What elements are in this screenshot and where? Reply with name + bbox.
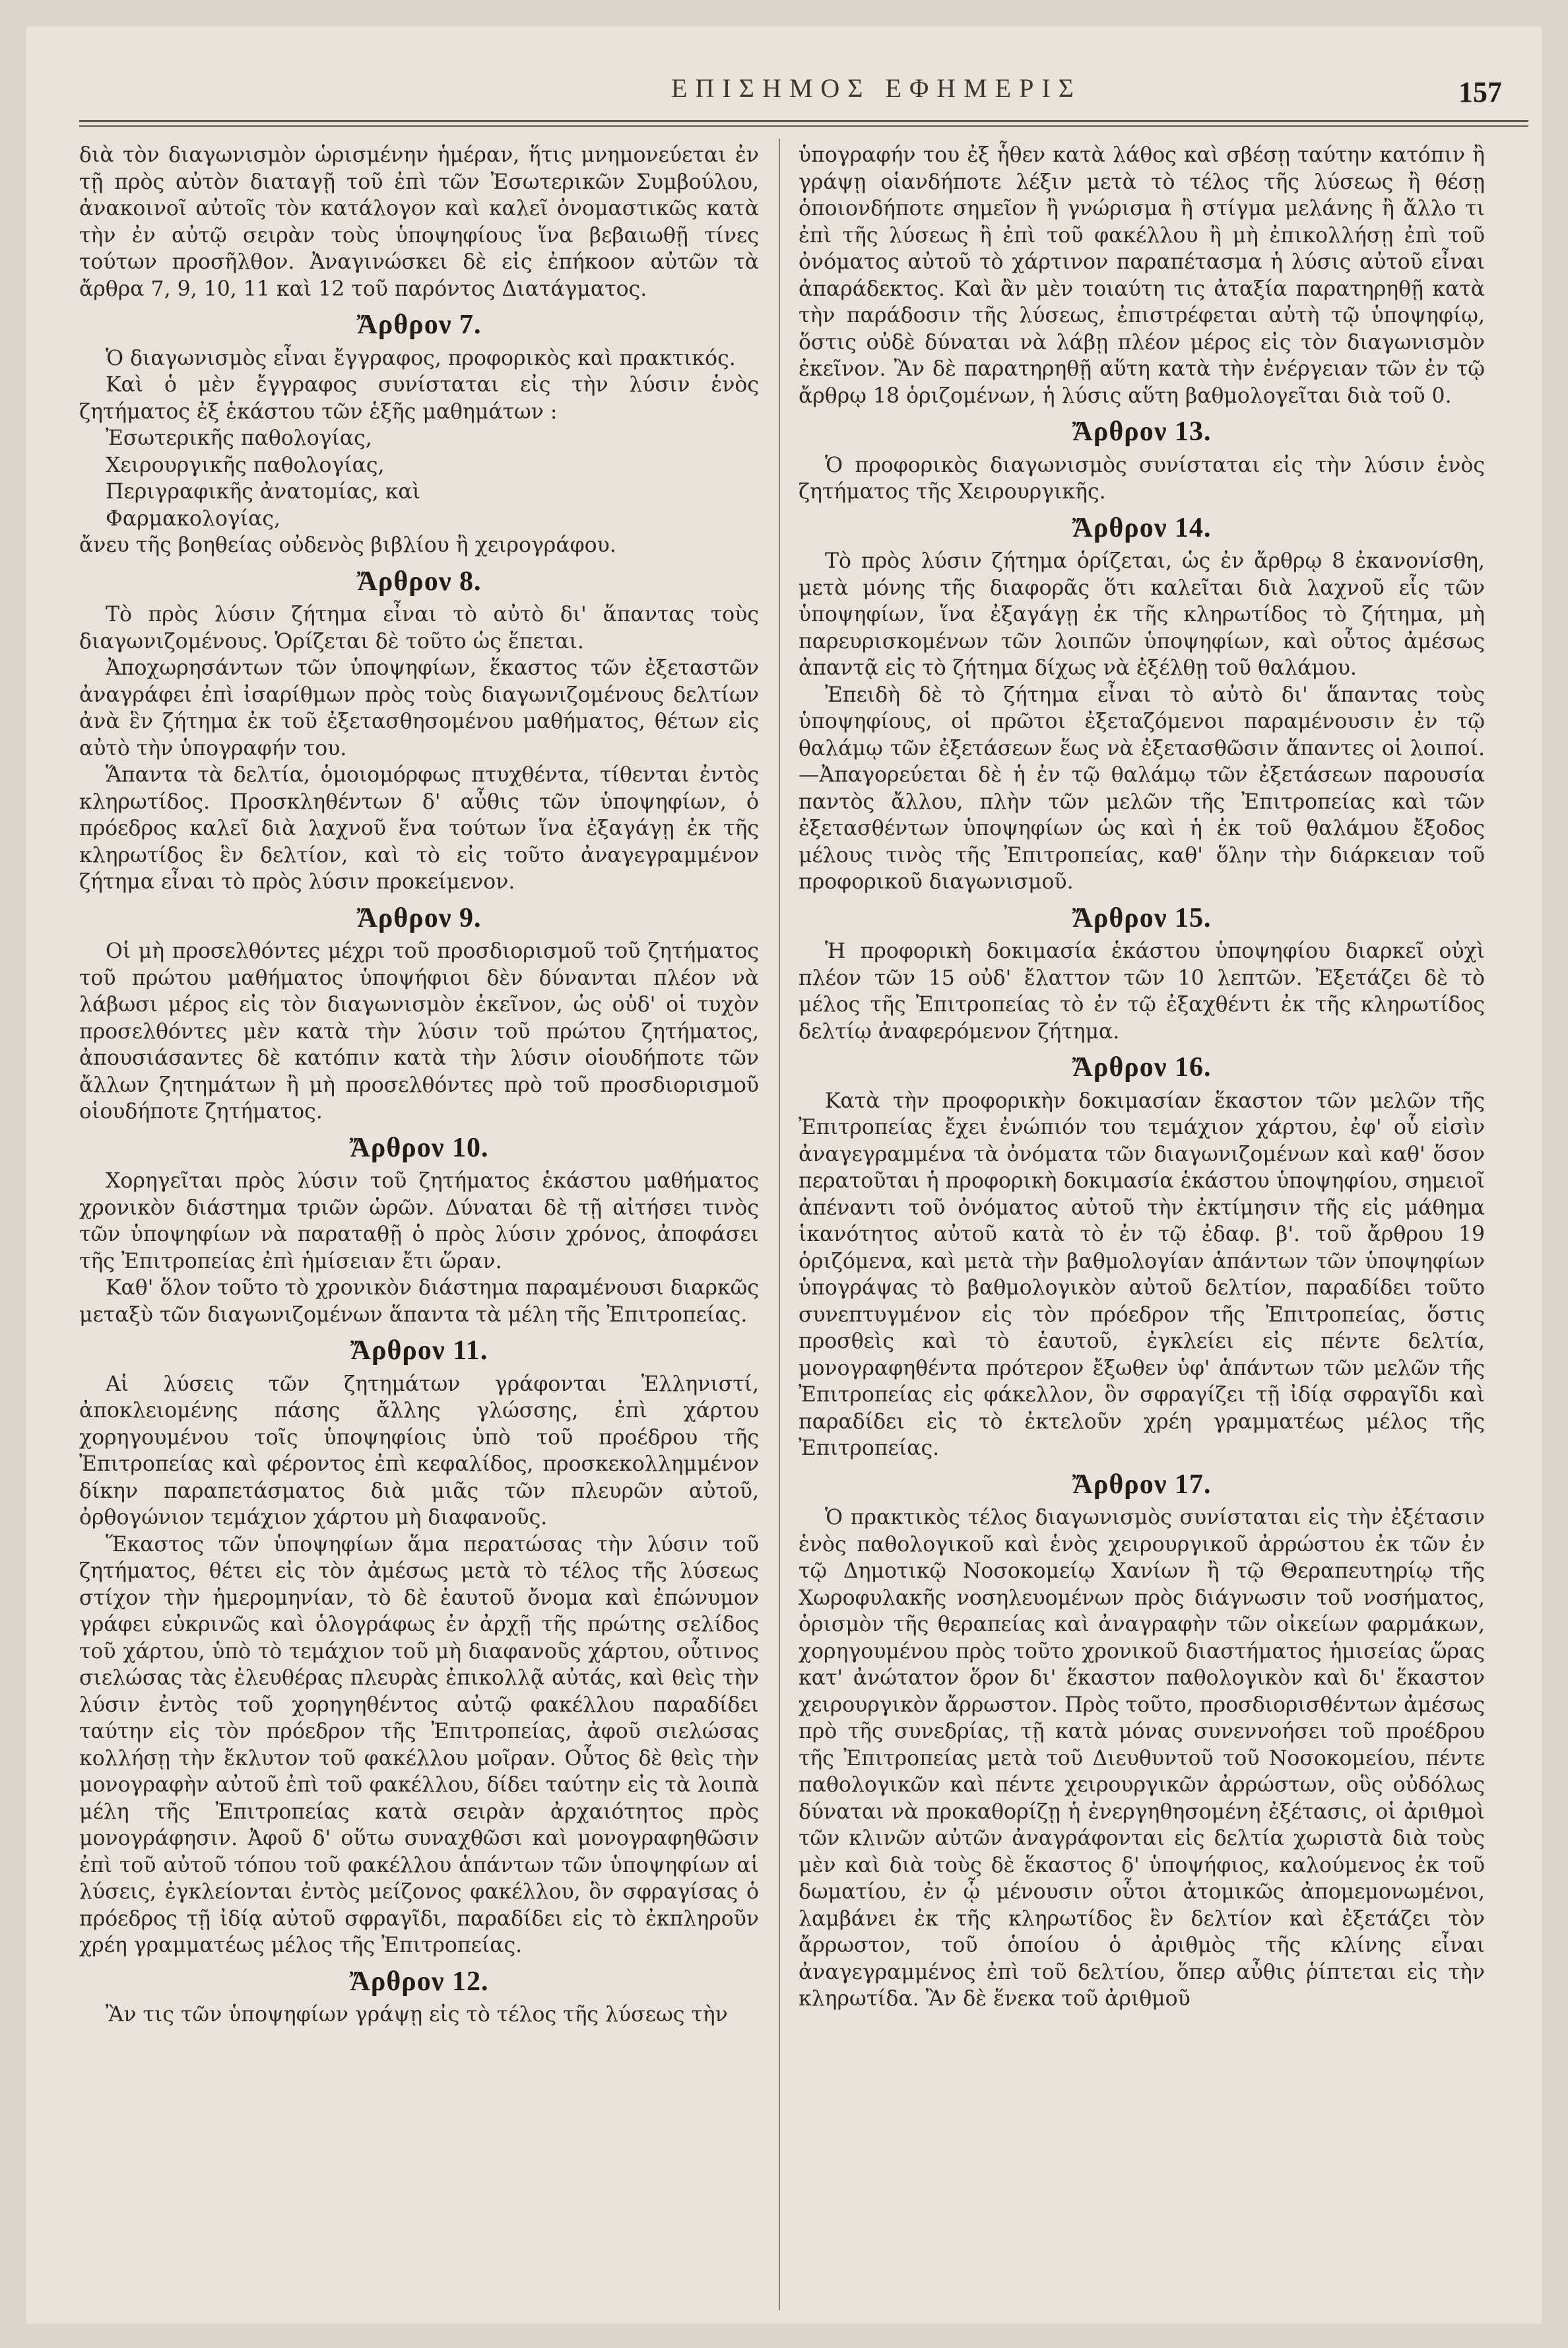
page-header xyxy=(79,73,1522,119)
paragraph: Ἡ προφορικὴ δοκιμασία ἑκάστου ὑποψηφίου διαρκεῖ οὐχὶ πλέον τῶν 15 οὐδ' ἔλαττον τῶν 10 λεπτῶν. Ἐξετάζει δὲ τὸ μέλος τῆς Ἐπιτροπείας τὸ ἐν τῷ ἐξαχθέντι ἐκ τῆς κληρωτίδος δελτίῳ ἀναφερόμενον ζήτημα. xyxy=(799,939,1485,1044)
paragraph: Αἱ λύσεις τῶν ζητημάτων γράφονται Ἑλληνιστί, ἀποκλειομένης πάσης ἄλλης γλώσσης, ἐπὶ χάρτου χορηγουμένου τοῖς ὑποψηφίοις ὑπὸ τοῦ προέδρου τῆς Ἐπιτροπείας καὶ φέροντος ἐπὶ κεφαλίδος, προσκεκολλημμένον δίκην παραπετάσματος διὰ μιᾶς τῶν πλευρῶν αὐτοῦ, ὀρθογώνιον τεμάχιον χάρτου μὴ διαφανοῦς. xyxy=(79,1372,759,1529)
paragraph: Καὶ ὁ μὲν ἔγγραφος συνίσταται εἰς τὴν λύσιν ἑνὸς ζητήματος ἐξ ἑκάστου τῶν ἑξῆς μαθημάτων : xyxy=(79,373,759,424)
article-15-heading: Ἄρθρον 15. xyxy=(1072,902,1212,933)
paragraph: ὑπογραφήν του ἐξ ἧθεν κατὰ λάθος καὶ σβέσῃ ταύτην κατόπιν ἢ γράψῃ οἱανδήποτε λέξιν μετὰ τὸ τέλος τῆς λύσεως ἢ θέσῃ ὁποιονδήποτε σημεῖον ἢ γνώρισμα ἢ στίγμα μελάνης ἢ ἄλλο τι ἐπὶ τῆς λύσεως ἢ ἐπὶ τοῦ φακέλλου ἢ μὴ ἐπικολλήσῃ ἐπὶ τοῦ ὀνόματος αὐτοῦ τὸ χάρτινον παραπέτασμα ἡ λύσις αὐτοῦ εἶναι ἀπαράδεκτος. Καὶ ἂν μὲν τοιαύτη τις ἀταξία παρατηρηθῇ κατὰ τὴν παράδοσιν τῆς λύσεως, ἐπιστρέφεται αὐτὴ τῷ ὑποψηφίῳ, ὅστις οὐδὲ δύναται νὰ λάβῃ πλέον μέρος εἰς τὸν διαγωνισμὸν ἐκεῖνον. Ἂν δὲ παρατηρηθῇ αὕτη κατὰ τὴν ἐνέργειαν τῶν ἐν τῷ ἄρθρῳ 18 ὁριζομένων, ἡ λύσις αὕτη βαθμολογεῖται διὰ τοῦ 0. xyxy=(799,143,1485,408)
article-16-heading: Ἄρθρον 16. xyxy=(1072,1052,1212,1083)
subject-item: Ἐσωτερικῆς παθολογίας, xyxy=(106,426,372,450)
article-9-heading: Ἄρθρον 9. xyxy=(356,902,482,933)
article-8-heading: Ἄρθρον 8. xyxy=(356,566,482,597)
paragraph: Χορηγεῖται πρὸς λύσιν τοῦ ζητήματος ἑκάστου μαθήματος χρονικὸν διάστημα τριῶν ὡρῶν. Δύναται δὲ τῇ αἰτήσει τινὸς τῶν ὑποψηφίων νὰ παραταθῇ ὁ πρὸς λύσιν χρόνος, ἀποφάσει τῆς Ἐπιτροπείας ἐπὶ ἡμίσειαν ἔτι ὥραν. xyxy=(79,1169,759,1273)
paragraph: διὰ τὸν διαγωνισμὸν ὡρισμένην ἡμέραν, ἥτις μνημονεύεται ἐν τῇ πρὸς αὐτὸν διαταγῇ τοῦ ἐπὶ τῶν Ἐσωτερικῶν Συμβούλου, ἀνακοινοῖ αὐτοῖς τὸν κατάλογον καὶ καλεῖ ὀνομαστικῶς κατὰ τὴν ἐν αὐτῷ σειρὰν τοὺς ὑποψηφίους ἵνα βεβαιωθῇ τίνες τούτων προσῆλθον. Ἀναγινώσκει δὲ εἰς ἐπήκοον αὐτῶν τὰ ἄρθρα 7, 9, 10, 11 καὶ 12 τοῦ παρόντος Διατάγματος. xyxy=(79,143,759,301)
paragraph: Ἀποχωρησάντων τῶν ὑποψηφίων, ἕκαστος τῶν ἐξεταστῶν ἀναγράφει ἐπὶ ἰσαρίθμων πρὸς τοὺς διαγωνιζομένους δελτίων ἀνὰ ἓν ζήτημα ἐκ τοῦ ἐξετασθησομένου μαθήματος, θέτων εἰς αὐτὸ τὴν ὑπογραφήν του. xyxy=(79,656,759,760)
paragraph: Ἐπειδὴ δὲ τὸ ζήτημα εἶναι τὸ αὐτὸ δι' ἅπαντας τοὺς ὑποψηφίους, οἱ πρῶτοι ἐξεταζόμενοι παραμένουσιν ἐν τῷ θαλάμῳ τῶν ἐξετάσεων ἕως νὰ ἐξετασθῶσιν ἅπαντες οἱ λοιποί.—Ἀπαγορεύεται δὲ ἡ ἐν τῷ θαλάμῳ τῶν ἐξετάσεων παρουσία παντὸς ἄλλου, πλὴν τῶν μελῶν τῆς Ἐπιτροπείας καὶ τῶν ἐξετασθέντων ὑποψηφίων ὡς καὶ ἡ ἐκ τοῦ θαλάμου ἔξοδος μέλους τινὸς τῆς Ἐπιτροπείας, καθ' ὅλην τὴν διάρκειαν τοῦ προφορικοῦ διαγωνισμοῦ. xyxy=(799,683,1485,894)
article-11-heading: Ἄρθρον 11. xyxy=(350,1335,488,1366)
paragraph: Καθ' ὅλον τοῦτο τὸ χρονικὸν διάστημα παραμένουσι διαρκῶς μεταξὺ τῶν διαγωνιζομένων ἅπαντα τὰ μέλη τῆς Ἐπιτροπείας. xyxy=(79,1276,759,1327)
paragraph: ἄνευ τῆς βοηθείας οὐδενὸς βιβλίου ἢ χειρογράφου. xyxy=(79,533,616,557)
paragraph: Οἱ μὴ προσελθόντες μέχρι τοῦ προσδιορισμοῦ τοῦ ζητήματος τοῦ πρώτου μαθήματος ὑποψήφιοι δὲν δύνανται πλέον νὰ λάβωσι μέρος εἰς τὸν διαγωνισμὸν ἐκεῖνον, ὡς οὐδ' οἱ τυχὸν προσελθόντες μὲν κατὰ τὴν λύσιν τοῦ πρώτου ζητήματος, ἀπουσιάσαντες δὲ κατόπιν κατὰ τὴν λύσιν οἱουδήποτε τῶν ἄλλων ζητημάτων ἢ μὴ προσελθόντες πρὸ τοῦ προσδιορισμοῦ οἱουδήποτε ζητήματος. xyxy=(79,939,759,1124)
paragraph: Ἂν τις τῶν ὑποψηφίων γράψῃ εἰς τὸ τέλος τῆς λύσεως τὴν xyxy=(106,2003,728,2027)
column-divider xyxy=(779,139,780,2310)
subject-item: Περιγραφικῆς ἀνατομίας, καὶ xyxy=(106,480,421,504)
paragraph: Ὁ προφορικὸς διαγωνισμὸς συνίσταται εἰς τὴν λύσιν ἑνὸς ζητήματος τῆς Χειρουργικῆς. xyxy=(799,453,1485,504)
paragraph: Ὁ διαγωνισμὸς εἶναι ἔγγραφος, προφορικὸς καὶ πρακτικός. xyxy=(106,346,736,370)
paragraph: Τὸ πρὸς λύσιν ζήτημα εἶναι τὸ αὐτὸ δι' ἅπαντας τοὺς διαγωνιζομένους. Ὁρίζεται δὲ τοῦτο ὡς ἕπεται. xyxy=(79,603,759,654)
header-rule-thin xyxy=(79,125,1528,127)
paragraph: Κατὰ τὴν προφορικὴν δοκιμασίαν ἕκαστον τῶν μελῶν τῆς Ἐπιτροπείας ἔχει ἐνώπιόν του τεμάχιον χάρτου, ἐφ' οὗ εἰσὶν ἀναγεγραμμένα τὰ ὀνόματα τῶν διαγωνιζομένων καὶ καθ' ὅσον περατοῦται ἡ προφορικὴ δοκιμασία ἑκάστου ὑποψηφίου, σημειοῖ ἀπέναντι τοῦ ὀνόματος αὐτοῦ τὴν ἐκτίμησιν τῆς εἰς μάθημα ἱκανότητος αὐτοῦ κατὰ τὸ ἐν τῷ ἐδαφ. β'. τοῦ ἄρθρου 19 ὁριζόμενα, καὶ μετὰ τὴν βαθμολογίαν ἁπάντων τῶν ὑποψηφίων ὑπογράψας τὸ βαθμολογικὸν αὐτοῦ δελτίον, παραδίδει τοῦτο συνεπτυγμένον εἰς τὸν πρόεδρον τῆς Ἐπιτροπείας, ὅστις προσθεὶς καὶ τὸ ἑαυτοῦ, ἐγκλείει εἰς πέντε δελτία, μονογραφηθέντα πρότερον ἔξωθεν ὑφ' ἁπάντων τῶν μελῶν τῆς Ἐπιτροπείας εἰς φάκελλον, ὃν σφραγίζει τῇ ἰδίᾳ σφραγῖδι καὶ παραδίδει εἰς τὸ ἐκτελοῦν χρέη γραμματέως μέλος τῆς Ἐπιτροπείας. xyxy=(799,1089,1485,1460)
article-13-heading: Ἄρθρον 13. xyxy=(1072,417,1212,447)
subject-item: Χειρουργικῆς παθολογίας, xyxy=(106,453,385,477)
left-column xyxy=(79,142,759,2029)
paragraph: Τὸ πρὸς λύσιν ζήτημα ὁρίζεται, ὡς ἐν ἄρθρῳ 8 ἐκανονίσθη, μετὰ μόνης τῆς διαφορᾶς ὅτι καλεῖται διὰ λαχνοῦ εἷς τῶν ὑποψηφίων, ἵνα ἐξαγάγῃ ἐκ τῆς κληρωτίδος τὸ ζήτημα, μὴ παρευρισκομένων τῶν λοιπῶν ὑποψηφίων, καὶ οὗτος ἀμέσως ἀπαντᾷ εἰς τὸ ζήτημα δίχως νὰ ἐξέλθῃ τοῦ θαλάμου. xyxy=(799,549,1485,680)
subject-item: Φαρμακολογίας, xyxy=(106,506,281,531)
header-rule xyxy=(79,120,1528,122)
paragraph: Ἅπαντα τὰ δελτία, ὁμοιομόρφως πτυχθέντα, τίθενται ἐντὸς κληρωτίδος. Προσκληθέντων δ' αὖθις τῶν ὑποψηφίων, ὁ πρόεδρος καλεῖ διὰ λαχνοῦ ἕνα τούτων ἵνα ἐξαγάγῃ ἐκ τῆς κληρωτίδος ἓν δελτίον, καὶ τὸ εἰς τοῦτο ἀναγεγραμμένον ζήτημα εἶναι τὸ πρὸς λύσιν προκείμενον. xyxy=(79,763,759,894)
article-17-heading: Ἄρθρον 17. xyxy=(1072,1469,1212,1500)
newspaper-page xyxy=(26,26,1542,2324)
article-12-heading: Ἄρθρον 12. xyxy=(349,1966,489,1997)
paragraph: Ὁ πρακτικὸς τέλος διαγωνισμὸς συνίσταται εἰς τὴν ἐξέτασιν ἑνὸς παθολογικοῦ καὶ ἑνὸς χειρουργικοῦ ἀρρώστου ἐκ τῶν ἐν τῷ Δημοτικῷ Νοσοκομείῳ Χανίων ἢ τῷ Θεραπευτηρίῳ τῆς Χωροφυλακῆς νοσηλευομένων πρὸς διάγνωσιν τοῦ νοσήματος, ὁρισμὸν τῆς θεραπείας καὶ ἀναγραφὴν τῶν οἰκείων φαρμάκων, χορηγουμένου πρὸς τοῦτο χρονικοῦ διαστήματος ἡμισείας ὥρας κατ' ἀνώτατον ὅρον δι' ἕκαστον παθολογικὸν καὶ δι' ἕκαστον χειρουργικὸν ἄρρωστον. Πρὸς τοῦτο, προσδιορισθέντων ἀμέσως πρὸ τῆς συνεδρίας, τῇ κατὰ μόνας συνεννοήσει τοῦ προέδρου τῆς Ἐπιτροπείας μετὰ τοῦ Διευθυντοῦ τοῦ Νοσοκομείου, πέντε παθολογικῶν καὶ πέντε χειρουργικῶν ἀρρώστων, οὓς οὐδόλως δύναται νὰ προκαθορίζῃ ἡ ἐνεργηθησομένη ἐξέτασις, οἱ ἀριθμοὶ τῶν κλινῶν αὐτῶν ἀναγράφονται εἰς δελτία χωριστὰ διὰ τοὺς μὲν καὶ διὰ τοὺς δὲ ἕκαστος δ' ὑποψήφιος, καλούμενος ἐκ τοῦ δωματίου, ἐν ᾧ μένουσιν οὗτοι ἀτομικῶς ἀπομεμονωμένοι, λαμβάνει ἐκ τῆς κληρωτίδος ἓν δελτίον καὶ ἐξετάζει τὸν ἄρρωστον, τοῦ ὁποίου ὁ ἀριθμὸς τῆς κλίνης εἶναι ἀναγεγραμμένος ἐπὶ τοῦ δελτίου, ὅπερ αὖθις ῥίπτεται εἰς τὴν κληρωτίδα. Ἂν δὲ ἕνεκα τοῦ ἀριθμοῦ xyxy=(799,1506,1485,2011)
article-7-heading: Ἄρθρον 7. xyxy=(356,310,482,340)
page-number: 157 xyxy=(1458,76,1502,108)
article-14-heading: Ἄρθρον 14. xyxy=(1072,512,1212,543)
right-column xyxy=(799,142,1485,2013)
paragraph: Ἕκαστος τῶν ὑποψηφίων ἅμα περατώσας τὴν λύσιν τοῦ ζητήματος, θέτει εἰς τὸν ἀμέσως μετὰ τὸ τέλος τῆς λύσεως στίχον τὴν ἡμερομηνίαν, τὸ δὲ ἑαυτοῦ ὄνομα καὶ ἐπώνυμον γράφει εὐκρινῶς καὶ ὁλογράφως ἐν ἀρχῇ τῆς πρώτης σελίδος τοῦ χάρτου, ὑπὸ τὸ τεμάχιον τοῦ μὴ διαφανοῦς χάρτου, οὗτινος σιελώσας τὰς ἐλευθέρας πλευρὰς ἐπικολλᾷ αὐτάς, καὶ θεὶς τὴν λύσιν ἐντὸς τοῦ χορηγηθέντος αὐτῷ φακέλλου παραδίδει ταύτην εἰς τὸν πρόεδρον τῆς Ἐπιτροπείας, ἀφοῦ σιελώσας κολλήσῃ τὴν ἔκλυτον τοῦ φακέλλου μοῖραν. Οὗτος δὲ θεὶς τὴν μονογραφὴν αὐτοῦ ἐπὶ τοῦ φακέλλου, δίδει ταύτην εἰς τὰ λοιπὰ μέλη τῆς Ἐπιτροπείας κατὰ σειρὰν ἀρχαιότητος πρὸς μονογράφησιν. Ἀφοῦ δ' οὕτω συναχθῶσι καὶ μονογραφηθῶσιν ἐπὶ τοῦ αὐτοῦ τόπου τοῦ φακέλλου ἁπάντων τῶν ὑποψηφίων αἱ λύσεις, ἐγκλείονται ἐντὸς μείζονος φακέλλου, ὃν σφραγίσας ὁ πρόεδρος τῇ ἰδίᾳ αὐτοῦ σφραγῖδι, παραδίδει εἰς τὸ ἐκπληροῦν χρέη γραμματέως μέλος τῆς Ἐπιτροπείας. xyxy=(79,1532,759,1957)
article-10-heading: Ἄρθρον 10. xyxy=(349,1132,489,1163)
gazette-title: ΕΠΙΣΗΜΟΣ ΕΦΗΜΕΡΙΣ xyxy=(671,73,1082,103)
